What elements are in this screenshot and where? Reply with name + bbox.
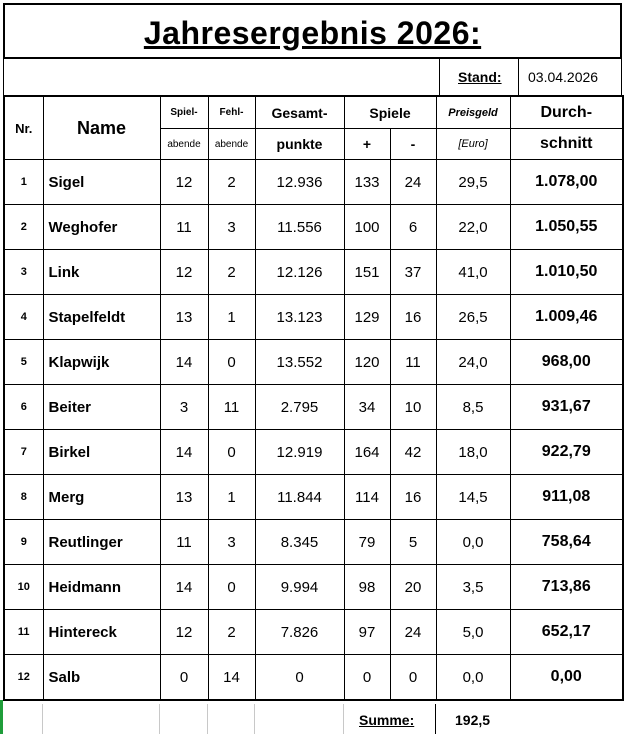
cell-nr[interactable]: 11: [4, 610, 43, 655]
cell-gesamtpunkte[interactable]: 7.826: [255, 610, 344, 655]
cell-nr[interactable]: 2: [4, 205, 43, 250]
cell-spiele-minus[interactable]: 16: [390, 295, 436, 340]
cell-gesamtpunkte[interactable]: 2.795: [255, 385, 344, 430]
cell-name[interactable]: Merg: [43, 475, 160, 520]
cell-gesamtpunkte[interactable]: 13.123: [255, 295, 344, 340]
cell-name[interactable]: Sigel: [43, 160, 160, 205]
cell-preisgeld[interactable]: 3,5: [436, 565, 510, 610]
cell-preisgeld[interactable]: 0,0: [436, 655, 510, 701]
cell-spiele-minus[interactable]: 16: [390, 475, 436, 520]
stand-separator-left: [439, 59, 440, 95]
summe-value[interactable]: 192,5: [455, 712, 491, 728]
stand-separator-right: [518, 59, 519, 95]
cell-preisgeld[interactable]: 18,0: [436, 430, 510, 475]
cell-spiele-minus[interactable]: 24: [390, 610, 436, 655]
cell-durchschnitt[interactable]: 713,86: [510, 565, 623, 610]
cell-name[interactable]: Heidmann: [43, 565, 160, 610]
cell-durchschnitt[interactable]: 1.009,46: [510, 295, 623, 340]
cell-spiele-plus[interactable]: 164: [344, 430, 390, 475]
summary-cell[interactable]: [3, 704, 43, 734]
table-row: [4, 205, 623, 250]
cell-spielabende[interactable]: 3: [160, 385, 208, 430]
cell-nr[interactable]: 6: [4, 385, 43, 430]
cell-fehlabende[interactable]: 3: [208, 520, 255, 565]
cell-durchschnitt[interactable]: 0,00: [510, 655, 623, 701]
results-body: [4, 160, 623, 701]
cell-name[interactable]: Birkel: [43, 430, 160, 475]
cell-nr[interactable]: 10: [4, 565, 43, 610]
header-preis-top[interactable]: Preisgeld: [436, 96, 510, 129]
cell-spiele-minus[interactable]: 20: [390, 565, 436, 610]
cell-spiele-plus[interactable]: 0: [344, 655, 390, 701]
cell-preisgeld[interactable]: 29,5: [436, 160, 510, 205]
table-row: [4, 655, 623, 701]
summary-row: [3, 704, 622, 734]
cell-nr[interactable]: 9: [4, 520, 43, 565]
cell-spielabende[interactable]: 11: [160, 520, 208, 565]
cell-nr[interactable]: 1: [4, 160, 43, 205]
header-fehl-top[interactable]: Fehl-: [208, 96, 255, 129]
cell-nr[interactable]: 8: [4, 475, 43, 520]
summary-cell[interactable]: [207, 704, 255, 734]
cell-fehlabende[interactable]: 0: [208, 340, 255, 385]
cell-spiele-plus[interactable]: 97: [344, 610, 390, 655]
cell-spielabende[interactable]: 14: [160, 430, 208, 475]
cell-fehlabende[interactable]: 1: [208, 475, 255, 520]
cell-durchschnitt[interactable]: 1.050,55: [510, 205, 623, 250]
cell-preisgeld[interactable]: 5,0: [436, 610, 510, 655]
cell-spiele-minus[interactable]: 0: [390, 655, 436, 701]
cell-preisgeld[interactable]: 14,5: [436, 475, 510, 520]
cell-spiele-minus[interactable]: 11: [390, 340, 436, 385]
header-gesamt-bottom[interactable]: punkte: [255, 129, 344, 160]
cell-nr[interactable]: 12: [4, 655, 43, 701]
cell-nr[interactable]: 7: [4, 430, 43, 475]
header-spiele[interactable]: Spiele: [344, 96, 436, 129]
header-plus[interactable]: +: [344, 129, 390, 160]
table-row: [4, 430, 623, 475]
cell-durchschnitt[interactable]: 922,79: [510, 430, 623, 475]
title-cell[interactable]: [3, 3, 622, 59]
table-row: [4, 160, 623, 205]
cell-fehlabende[interactable]: 2: [208, 250, 255, 295]
cell-name[interactable]: Link: [43, 250, 160, 295]
cell-nr[interactable]: 5: [4, 340, 43, 385]
header-spiel-top[interactable]: Spiel-: [160, 96, 208, 129]
table-row: [4, 295, 623, 340]
cell-preisgeld[interactable]: 22,0: [436, 205, 510, 250]
cell-spielabende[interactable]: 11: [160, 205, 208, 250]
header-durch-bottom[interactable]: schnitt: [510, 129, 623, 160]
cell-spiele-minus[interactable]: 24: [390, 160, 436, 205]
cell-gesamtpunkte[interactable]: 8.345: [255, 520, 344, 565]
cell-gesamtpunkte[interactable]: 0: [255, 655, 344, 701]
cell-preisgeld[interactable]: 8,5: [436, 385, 510, 430]
cell-spiele-plus[interactable]: 133: [344, 160, 390, 205]
page-title: Jahresergebnis 2026:: [143, 15, 482, 51]
cell-spiele-minus[interactable]: 6: [390, 205, 436, 250]
cell-name[interactable]: Hintereck: [43, 610, 160, 655]
table-row: [4, 565, 623, 610]
cell-fehlabende[interactable]: 0: [208, 565, 255, 610]
table-row: [4, 340, 623, 385]
cell-spiele-minus[interactable]: 5: [390, 520, 436, 565]
cell-fehlabende[interactable]: 1: [208, 295, 255, 340]
cell-spielabende[interactable]: 12: [160, 250, 208, 295]
cell-spiele-minus[interactable]: 37: [390, 250, 436, 295]
cell-durchschnitt[interactable]: 931,67: [510, 385, 623, 430]
table-row: [4, 610, 623, 655]
summary-cell[interactable]: [254, 704, 344, 734]
cell-gesamtpunkte[interactable]: 13.552: [255, 340, 344, 385]
cell-durchschnitt[interactable]: 652,17: [510, 610, 623, 655]
cell-fehlabende[interactable]: 3: [208, 205, 255, 250]
cell-durchschnitt[interactable]: 758,64: [510, 520, 623, 565]
stand-date[interactable]: 03.04.2026: [528, 69, 599, 85]
cell-fehlabende[interactable]: 2: [208, 610, 255, 655]
header-spiel-bottom[interactable]: abende: [160, 129, 208, 160]
cell-fehlabende[interactable]: 2: [208, 160, 255, 205]
cell-spiele-plus[interactable]: 114: [344, 475, 390, 520]
cell-spielabende[interactable]: 14: [160, 340, 208, 385]
cell-gesamtpunkte[interactable]: 12.919: [255, 430, 344, 475]
cell-preisgeld[interactable]: 0,0: [436, 520, 510, 565]
cell-nr[interactable]: 3: [4, 250, 43, 295]
cell-name[interactable]: Weghofer: [43, 205, 160, 250]
cell-spiele-plus[interactable]: 129: [344, 295, 390, 340]
cell-spiele-plus[interactable]: 98: [344, 565, 390, 610]
cell-spielabende[interactable]: 12: [160, 160, 208, 205]
cell-durchschnitt[interactable]: 968,00: [510, 340, 623, 385]
cell-spielabende[interactable]: 13: [160, 295, 208, 340]
summary-cell[interactable]: [42, 704, 160, 734]
cell-spielabende[interactable]: 12: [160, 610, 208, 655]
table-row: [4, 250, 623, 295]
cell-name[interactable]: Klapwijk: [43, 340, 160, 385]
cell-fehlabende[interactable]: 11: [208, 385, 255, 430]
cell-spielabende[interactable]: 13: [160, 475, 208, 520]
header-durch-top[interactable]: Durch-: [510, 96, 623, 129]
cell-gesamtpunkte[interactable]: 12.936: [255, 160, 344, 205]
cell-fehlabende[interactable]: 14: [208, 655, 255, 701]
cell-spiele-minus[interactable]: 42: [390, 430, 436, 475]
cell-durchschnitt[interactable]: 911,08: [510, 475, 623, 520]
header-fehl-bottom[interactable]: abende: [208, 129, 255, 160]
header-preis-bottom[interactable]: [Euro]: [436, 129, 510, 160]
summe-label[interactable]: Summe:: [359, 712, 415, 728]
cell-spielabende[interactable]: 14: [160, 565, 208, 610]
table-row: [4, 385, 623, 430]
cell-gesamtpunkte[interactable]: 11.556: [255, 205, 344, 250]
header-name[interactable]: Name: [43, 96, 160, 160]
cell-gesamtpunkte[interactable]: 9.994: [255, 565, 344, 610]
cell-name[interactable]: Salb: [43, 655, 160, 701]
cell-gesamtpunkte[interactable]: 11.844: [255, 475, 344, 520]
cell-gesamtpunkte[interactable]: 12.126: [255, 250, 344, 295]
cell-nr[interactable]: 4: [4, 295, 43, 340]
table-row: [4, 475, 623, 520]
cell-preisgeld[interactable]: 24,0: [436, 340, 510, 385]
table-row: [4, 520, 623, 565]
stand-row: [3, 59, 622, 95]
cell-preisgeld[interactable]: 26,5: [436, 295, 510, 340]
cell-spiele-plus[interactable]: 100: [344, 205, 390, 250]
header-minus[interactable]: -: [390, 129, 436, 160]
header-row-top: [4, 96, 623, 129]
stand-label[interactable]: Stand:: [458, 69, 502, 85]
cell-name[interactable]: Beiter: [43, 385, 160, 430]
results-table: [3, 95, 624, 701]
header-gesamt-top[interactable]: Gesamt-: [255, 96, 344, 129]
cell-durchschnitt[interactable]: 1.078,00: [510, 160, 623, 205]
cell-name[interactable]: Stapelfeldt: [43, 295, 160, 340]
cell-spiele-plus[interactable]: 151: [344, 250, 390, 295]
header-nr[interactable]: Nr.: [4, 96, 43, 160]
cell-spiele-minus[interactable]: 10: [390, 385, 436, 430]
summary-cell[interactable]: [159, 704, 208, 734]
cell-spiele-plus[interactable]: 120: [344, 340, 390, 385]
cell-spiele-plus[interactable]: 79: [344, 520, 390, 565]
cell-fehlabende[interactable]: 0: [208, 430, 255, 475]
cell-spielabende[interactable]: 0: [160, 655, 208, 701]
cell-name[interactable]: Reutlinger: [43, 520, 160, 565]
cell-durchschnitt[interactable]: 1.010,50: [510, 250, 623, 295]
cell-spiele-plus[interactable]: 34: [344, 385, 390, 430]
cell-preisgeld[interactable]: 41,0: [436, 250, 510, 295]
